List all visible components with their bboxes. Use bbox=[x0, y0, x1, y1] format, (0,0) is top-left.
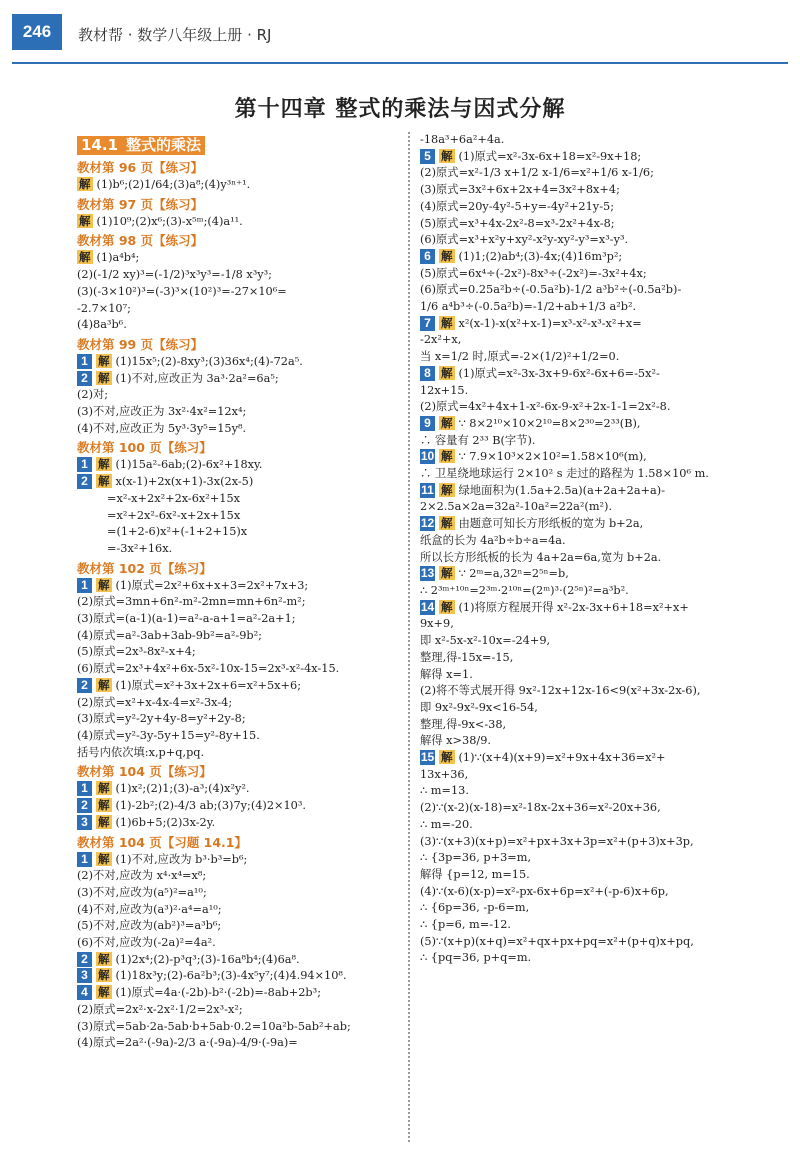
answer-badge: 解 bbox=[98, 814, 110, 829]
text-line bbox=[77, 745, 399, 762]
answer-line bbox=[77, 371, 399, 388]
line-text: ∴ m=13. bbox=[420, 784, 469, 798]
answer-badge: 解 bbox=[441, 566, 453, 581]
line-text: 纸盒的长为 4a²b÷b÷a=4a. bbox=[420, 533, 566, 547]
line-text: (2)对; bbox=[77, 388, 109, 402]
answer-badge: 解 bbox=[98, 851, 110, 866]
line-text: =-3x²+16x. bbox=[107, 541, 173, 555]
left-column bbox=[77, 132, 399, 1052]
answer-badge: 解 bbox=[98, 457, 110, 472]
line-text: (1)不对,应改正为 3a³·2a²=6a⁵; bbox=[115, 371, 279, 385]
question-number: 3 bbox=[77, 815, 92, 830]
line-text: x²(x-1)-x(x²+x-1)=x³-x²-x³-x²+x= bbox=[458, 316, 642, 330]
question-number: 13 bbox=[420, 566, 435, 581]
answer-badge: 解 bbox=[98, 577, 110, 592]
question-number: 1 bbox=[77, 578, 92, 593]
text-line bbox=[420, 867, 790, 884]
answer-line bbox=[77, 678, 399, 695]
question-number: 12 bbox=[420, 516, 435, 531]
line-text: (5)∵(x+p)(x+q)=x²+qx+px+pq=x²+(p+q)x+pq, bbox=[420, 934, 694, 948]
line-text: (2)原式=2x²·x-2x²·1/2=2x³-x²; bbox=[77, 1002, 243, 1016]
line-text: -18a³+6a²+4a. bbox=[420, 133, 505, 146]
text-line bbox=[420, 850, 790, 867]
text-line bbox=[77, 387, 399, 404]
text-line bbox=[77, 524, 399, 541]
line-text: 即 9x²-9x²-9x<16-54, bbox=[420, 700, 538, 714]
line-text: (4)原式=2a²·(-9a)-2/3 a·(-9a)-4/9·(-9a)= bbox=[77, 1036, 298, 1050]
answer-badge: 解 bbox=[441, 415, 453, 430]
line-text: 2×2.5a×2a=32a²-10a²=22a²(m²). bbox=[420, 500, 613, 514]
text-line bbox=[420, 349, 790, 366]
section-heading bbox=[77, 136, 205, 155]
text-line bbox=[420, 934, 790, 951]
line-text: ∴ 容量有 2³³ B(字节). bbox=[420, 433, 536, 447]
line-text: 12x+15. bbox=[420, 383, 469, 397]
chapter-title: 第十四章 整式的乘法与因式分解 bbox=[234, 97, 566, 122]
answer-line bbox=[77, 578, 399, 595]
line-text: (6)原式=0.25a²b÷(-0.5a²b)-1/2 a³b²÷(-0.5a²b)- bbox=[420, 283, 682, 297]
line-text: (1)x²;(2)1;(3)-a³;(4)x²y². bbox=[115, 782, 250, 796]
text-line bbox=[420, 182, 790, 199]
line-text: (4)∵(x-6)(x-p)=x²-px-6x+6p=x²+(-p-6)x+6p, bbox=[420, 884, 669, 898]
line-text: (4)不对,应改为(a³)²·a⁴=a¹⁰; bbox=[77, 902, 222, 916]
text-line bbox=[420, 232, 790, 249]
exercise-heading: 教材第 102 页【练习】 bbox=[77, 560, 212, 576]
answer-badge: 解 bbox=[441, 248, 453, 263]
question-number: 2 bbox=[77, 371, 92, 386]
line-text: (1)15a²-6ab;(2)-6x²+18xy. bbox=[115, 458, 263, 472]
line-text: (1)18x³y;(2)-6a²b³;(3)-4x⁵y⁷;(4)4.94×10⁸. bbox=[115, 969, 347, 983]
exercise-heading: 教材第 104 页【练习】 bbox=[77, 764, 212, 780]
line-text: 由题意可知长方形纸板的宽为 b+2a, bbox=[458, 517, 644, 531]
line-text: 整理,得-9x<-38, bbox=[420, 717, 507, 731]
text-line bbox=[77, 284, 399, 301]
answer-badge: 解 bbox=[441, 482, 453, 497]
exercise-heading: 教材第 98 页【练习】 bbox=[77, 233, 204, 249]
answer-line bbox=[77, 781, 399, 798]
text-line bbox=[77, 711, 399, 728]
line-text: (1)2x⁴;(2)-p³q³;(3)-16a⁸b⁴;(4)6a⁸. bbox=[115, 952, 300, 966]
answer-badge: 解 bbox=[441, 315, 453, 330]
question-number: 2 bbox=[77, 798, 92, 813]
text-line bbox=[420, 633, 790, 650]
text-line bbox=[77, 1002, 399, 1019]
answer-badge: 解 bbox=[98, 798, 110, 813]
line-text: (1)将原方程展开得 x²-2x-3x+6+18=x²+x+ bbox=[458, 600, 689, 614]
line-text: (4)8a³b⁶. bbox=[77, 318, 127, 332]
text-line bbox=[420, 165, 790, 182]
text-line bbox=[77, 421, 399, 438]
line-text: (1)原式=4a·(-2b)-b²·(-2b)=-8ab+2b³; bbox=[115, 986, 322, 1000]
answer-badge: 解 bbox=[98, 677, 110, 692]
answer-badge: 解 bbox=[98, 474, 110, 489]
exercise-heading: 教材第 97 页【练习】 bbox=[77, 196, 204, 212]
text-line bbox=[77, 267, 399, 284]
line-text: ∴ m=-20. bbox=[420, 817, 473, 831]
line-text: (1)b⁶;(2)1/64;(3)a⁸;(4)y³ⁿ⁺¹. bbox=[96, 178, 251, 191]
question-number: 8 bbox=[420, 366, 435, 381]
line-text: (3)原式=(a-1)(a-1)=a²-a-a+1=a²-2a+1; bbox=[77, 612, 296, 626]
text-line bbox=[420, 132, 790, 149]
line-text: (1)不对,应改为 b³·b³=b⁶; bbox=[115, 852, 248, 866]
answer-line bbox=[420, 483, 790, 500]
line-text: ∴ {6p=36, -p-6=m, bbox=[420, 901, 530, 915]
line-text: 1/6 a⁴b³÷(-0.5a²b)=-1/2+ab+1/3 a²b². bbox=[420, 300, 637, 314]
question-number: 9 bbox=[420, 416, 435, 431]
line-text: (1)10⁹;(2)x⁶;(3)-x⁵ᵐ;(4)a¹¹. bbox=[96, 214, 243, 228]
question-number: 2 bbox=[77, 678, 92, 693]
line-text: (5)不对,应改为(ab²)³=a³b⁶; bbox=[77, 919, 222, 933]
page-number: 246 bbox=[12, 14, 62, 50]
line-text: 解得 {p=12, m=15. bbox=[420, 867, 530, 881]
page-header bbox=[0, 0, 800, 62]
line-text: ∵ 8×2¹⁰×10×2¹⁰=8×2³⁰=2³³(B), bbox=[458, 416, 641, 430]
line-text: (1)15x⁵;(2)-8xy³;(3)36x⁴;(4)-72a⁵. bbox=[115, 354, 303, 368]
line-text: (2)∵(x-2)(x-18)=x²-18x-2x+36=x²-20x+36, bbox=[420, 801, 661, 815]
question-number: 7 bbox=[420, 316, 435, 331]
line-text: 所以长方形纸板的长为 4a+2a=6a,宽为 b+2a. bbox=[420, 550, 662, 564]
line-text: (4)原式=a²-3ab+3ab-9b²=a²-9b²; bbox=[77, 628, 262, 642]
question-number: 10 bbox=[420, 449, 435, 464]
answer-line bbox=[420, 249, 790, 266]
answer-line bbox=[77, 815, 399, 832]
answer-badge: 解 bbox=[98, 985, 110, 1000]
exercise-heading: 教材第 99 页【练习】 bbox=[77, 336, 204, 352]
answer-badge: 解 bbox=[441, 148, 453, 163]
text-line bbox=[420, 499, 790, 516]
text-line bbox=[420, 917, 790, 934]
text-line bbox=[77, 935, 399, 952]
text-line bbox=[77, 611, 399, 628]
question-number: 1 bbox=[77, 457, 92, 472]
line-text: (1)原式=x²-3x-3x+9-6x²-6x+6=-5x²- bbox=[458, 366, 660, 380]
text-line bbox=[77, 491, 399, 508]
exercise-heading: 教材第 100 页【练习】 bbox=[77, 440, 212, 456]
text-line bbox=[420, 616, 790, 633]
line-text: (3)原式=y²-2y+4y-8=y²+2y-8; bbox=[77, 712, 246, 726]
text-line bbox=[77, 661, 399, 678]
line-text: (2)将不等式展开得 9x²-12x+12x-16<9(x²+3x-2x-6), bbox=[420, 684, 701, 698]
answer-badge: 解 bbox=[79, 213, 91, 228]
line-text: (5)原式=x³+4x-2x²-8=x³-2x²+4x-8; bbox=[420, 216, 615, 230]
text-line bbox=[420, 650, 790, 667]
answer-badge: 解 bbox=[98, 968, 110, 983]
answer-badge: 解 bbox=[441, 599, 453, 614]
answer-line bbox=[77, 457, 399, 474]
text-line bbox=[420, 767, 790, 784]
line-text: (4)原式=20y-4y²-5+y=-4y²+21y-5; bbox=[420, 199, 614, 213]
text-line bbox=[420, 733, 790, 750]
line-text: (1)-2b²;(2)-4/3 ab;(3)7y;(4)2×10³. bbox=[115, 799, 306, 813]
exercise-heading: 教材第 104 页【习题 14.1】 bbox=[77, 834, 247, 850]
text-line bbox=[420, 299, 790, 316]
text-line bbox=[420, 783, 790, 800]
answer-line bbox=[77, 798, 399, 815]
line-text: (3)不对,应改为(a⁵)²=a¹⁰; bbox=[77, 885, 207, 899]
text-line bbox=[77, 541, 399, 558]
text-line bbox=[420, 216, 790, 233]
text-line bbox=[420, 282, 790, 299]
answer-badge: 解 bbox=[441, 516, 453, 531]
answer-line bbox=[420, 600, 790, 617]
answer-line bbox=[77, 968, 399, 985]
text-line bbox=[77, 594, 399, 611]
answer-line bbox=[420, 149, 790, 166]
text-line bbox=[420, 817, 790, 834]
line-text: -2x²+x, bbox=[420, 333, 462, 347]
question-number: 2 bbox=[77, 952, 92, 967]
answer-badge: 解 bbox=[441, 750, 453, 765]
answer-line bbox=[420, 416, 790, 433]
text-line bbox=[77, 885, 399, 902]
section-number: 14.1 bbox=[81, 136, 119, 154]
line-text: (3)不对,应改正为 3x²·4x²=12x⁴; bbox=[77, 405, 247, 419]
answer-line bbox=[420, 516, 790, 533]
text-line bbox=[420, 383, 790, 400]
text-line bbox=[77, 317, 399, 334]
line-text: -2.7×10⁷; bbox=[77, 301, 131, 315]
answer-badge: 解 bbox=[441, 365, 453, 380]
line-text: ∴ 2³ᵐ⁺¹⁰ⁿ=2³ᵐ·2¹⁰ⁿ=(2ᵐ)³·(2⁵ⁿ)²=a³b². bbox=[420, 583, 629, 597]
line-text: ∵ 7.9×10³×2×10²=1.58×10⁶(m), bbox=[458, 450, 647, 464]
answer-line bbox=[77, 214, 399, 231]
line-text: 即 x²-5x-x²-10x=-24+9, bbox=[420, 634, 551, 648]
line-text: (3)∵(x+3)(x+p)=x²+px+3x+3p=x²+(p+3)x+3p, bbox=[420, 834, 694, 848]
text-line bbox=[420, 266, 790, 283]
question-number: 6 bbox=[420, 249, 435, 264]
question-number: 1 bbox=[77, 354, 92, 369]
answer-badge: 解 bbox=[79, 250, 91, 265]
line-text: 括号内依次填:x,p+q,pq. bbox=[77, 745, 205, 759]
column-divider bbox=[408, 132, 410, 1142]
line-text: 绿地面积为(1.5a+2.5a)(a+2a+2a+a)- bbox=[458, 483, 666, 497]
line-text: (2)原式=x²-1/3 x+1/2 x-1/6=x²+1/6 x-1/6; bbox=[420, 166, 654, 180]
line-text: x(x-1)+2x(x+1)-3x(2x-5) bbox=[115, 475, 254, 489]
text-line bbox=[420, 433, 790, 450]
text-line bbox=[420, 199, 790, 216]
line-text: (1)a⁴b⁴; bbox=[96, 251, 140, 265]
question-number: 3 bbox=[77, 968, 92, 983]
right-column bbox=[420, 132, 790, 967]
answer-badge: 解 bbox=[79, 177, 91, 191]
line-text: =(1+2-6)x²+(-1+2+15)x bbox=[107, 525, 248, 539]
text-line bbox=[77, 695, 399, 712]
answer-badge: 解 bbox=[441, 449, 453, 464]
line-text: (2)原式=3mn+6n²-m²-2mn=mn+6n²-m²; bbox=[77, 595, 306, 609]
text-line bbox=[420, 800, 790, 817]
text-line bbox=[77, 1035, 399, 1052]
exercise-heading: 教材第 96 页【练习】 bbox=[77, 160, 204, 175]
text-line bbox=[420, 550, 790, 567]
question-number: 1 bbox=[77, 781, 92, 796]
text-line bbox=[420, 717, 790, 734]
line-text: =x²+2x²-6x²-x+2x+15x bbox=[107, 508, 241, 522]
text-line bbox=[77, 301, 399, 318]
answer-badge: 解 bbox=[98, 951, 110, 966]
text-line bbox=[77, 644, 399, 661]
text-line bbox=[420, 900, 790, 917]
question-number: 5 bbox=[420, 149, 435, 164]
line-text: (2)(-1/2 xy)³=(-1/2)³x³y³=-1/8 x³y³; bbox=[77, 268, 272, 282]
line-text: (3)(-3×10²)³=(-3)³×(10²)³=-27×10⁶= bbox=[77, 284, 287, 298]
line-text: =x²-x+2x²+2x-6x²+15x bbox=[107, 491, 241, 505]
line-text: 整理,得-15x=-15, bbox=[420, 650, 514, 664]
line-text: ∴ {p=6, m=-12. bbox=[420, 918, 511, 932]
answer-line bbox=[420, 566, 790, 583]
line-text: ∵ 2ᵐ=a,32ⁿ=2⁵ⁿ=b, bbox=[458, 567, 569, 581]
text-line bbox=[77, 628, 399, 645]
text-line bbox=[420, 950, 790, 967]
line-text: (4)不对,应改正为 5y³·3y⁵=15y⁸. bbox=[77, 421, 247, 435]
text-line bbox=[420, 683, 790, 700]
question-number: 15 bbox=[420, 750, 435, 765]
line-text: (1)原式=x²+3x+2x+6=x²+5x+6; bbox=[115, 678, 302, 692]
line-text: (1)1;(2)ab⁴;(3)-4x;(4)16m³p²; bbox=[458, 249, 623, 263]
section-title: 整式的乘法 bbox=[126, 136, 202, 154]
line-text: (1)∵(x+4)(x+9)=x²+9x+4x+36=x²+ bbox=[458, 751, 666, 765]
answer-line bbox=[420, 366, 790, 383]
answer-badge: 解 bbox=[98, 781, 110, 796]
line-text: 13x+36, bbox=[420, 767, 469, 781]
line-text: (6)原式=2x³+4x²+6x-5x²-10x-15=2x³-x²-4x-15. bbox=[77, 662, 340, 676]
answer-line bbox=[77, 985, 399, 1002]
text-line bbox=[420, 466, 790, 483]
line-text: 当 x=1/2 时,原式=-2×(1/2)²+1/2=0. bbox=[420, 350, 620, 364]
line-text: (2)原式=4x²+4x+1-x²-6x-9-x²+2x-1-1=2x²-8. bbox=[420, 400, 671, 414]
answer-line bbox=[420, 316, 790, 333]
line-text: (2)原式=x²+x-4x-4=x²-3x-4; bbox=[77, 695, 233, 709]
text-line bbox=[77, 404, 399, 421]
line-text: ∴ 卫星绕地球运行 2×10² s 走过的路程为 1.58×10⁶ m. bbox=[420, 467, 709, 481]
text-line bbox=[77, 868, 399, 885]
answer-badge: 解 bbox=[98, 370, 110, 385]
answer-line bbox=[77, 177, 399, 194]
line-text: (1)原式=x²-3x-6x+18=x²-9x+18; bbox=[458, 149, 642, 163]
line-text: 9x+9, bbox=[420, 617, 454, 631]
text-line bbox=[420, 700, 790, 717]
text-line bbox=[420, 667, 790, 684]
answer-line bbox=[77, 852, 399, 869]
line-text: (2)不对,应改为 x⁴·x⁴=x⁸; bbox=[77, 869, 207, 883]
text-line bbox=[420, 332, 790, 349]
text-line bbox=[420, 884, 790, 901]
line-text: (1)6b+5;(2)3x-2y. bbox=[115, 815, 216, 829]
question-number: 4 bbox=[77, 985, 92, 1000]
question-number: 14 bbox=[420, 599, 435, 614]
text-line bbox=[420, 583, 790, 600]
text-line bbox=[77, 918, 399, 935]
answer-badge: 解 bbox=[98, 353, 110, 368]
line-text: ∴ {pq=36, p+q=m. bbox=[420, 951, 532, 965]
text-line bbox=[420, 834, 790, 851]
question-number: 2 bbox=[77, 474, 92, 489]
line-text: 解得 x=1. bbox=[420, 667, 473, 681]
line-text: (3)原式=3x²+6x+2x+4=3x²+8x+4; bbox=[420, 183, 620, 197]
line-text: 解得 x>38/9. bbox=[420, 734, 491, 748]
book-title: 教材帮 · 数学八年级上册 · RJ bbox=[78, 26, 272, 44]
line-text: ∴ {3p=36, p+3=m, bbox=[420, 851, 532, 865]
header-rule bbox=[12, 62, 788, 64]
text-line bbox=[77, 902, 399, 919]
line-text: (6)不对,应改为(-2a)²=4a². bbox=[77, 936, 216, 950]
line-text: (4)原式=y²-3y-5y+15=y²-8y+15. bbox=[77, 728, 260, 742]
line-text: (3)原式=5ab·2a-5ab·b+5ab·0.2=10a²b-5ab²+ab; bbox=[77, 1019, 351, 1033]
question-number: 1 bbox=[77, 852, 92, 867]
answer-line bbox=[77, 952, 399, 969]
answer-line bbox=[77, 250, 399, 267]
line-text: (6)原式=x³+x²y+xy²-x²y-xy²-y³=x³-y³. bbox=[420, 233, 629, 247]
text-line bbox=[420, 533, 790, 550]
text-line bbox=[77, 508, 399, 525]
answer-line bbox=[420, 750, 790, 767]
line-text: (5)原式=6x⁴÷(-2x²)-8x³÷(-2x²)=-3x²+4x; bbox=[420, 266, 647, 280]
answer-line bbox=[77, 474, 399, 491]
line-text: (1)原式=2x²+6x+x+3=2x²+7x+3; bbox=[115, 578, 309, 592]
answer-line bbox=[420, 449, 790, 466]
question-number: 11 bbox=[421, 482, 434, 497]
answer-line bbox=[77, 354, 399, 371]
text-line bbox=[77, 728, 399, 745]
text-line bbox=[420, 399, 790, 416]
text-line bbox=[77, 1019, 399, 1036]
line-text: (5)原式=2x³-8x²-x+4; bbox=[77, 645, 196, 659]
